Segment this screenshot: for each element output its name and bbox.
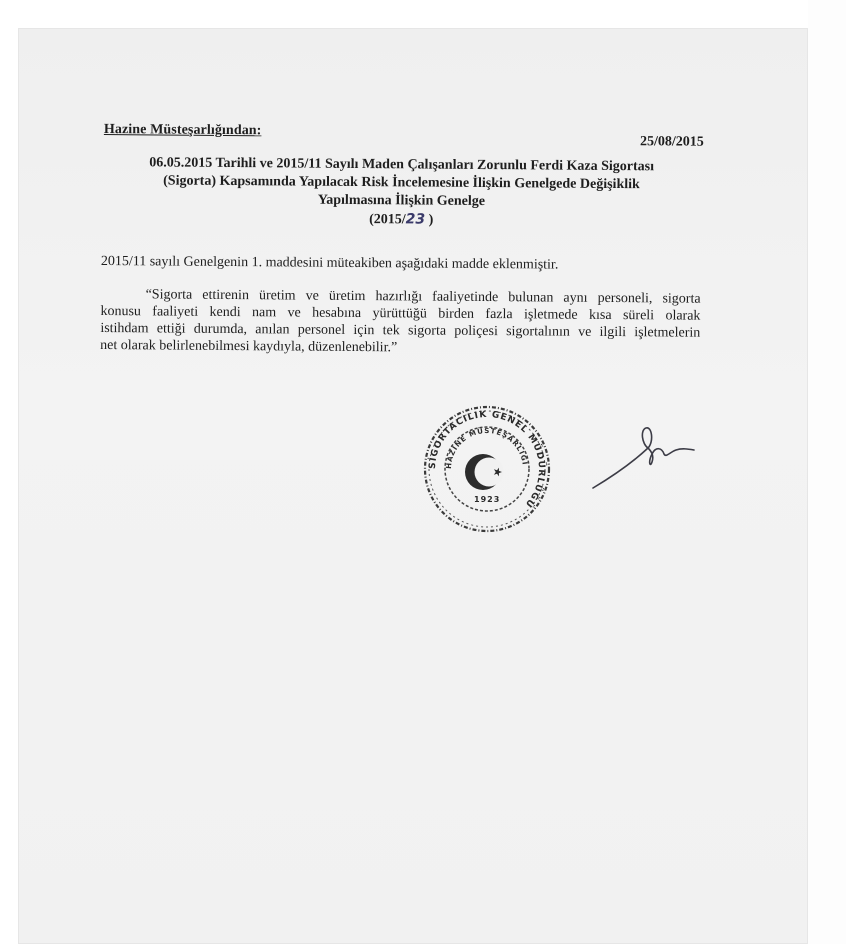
page-margin (808, 0, 846, 944)
circular-code-prefix: (2015/ (369, 212, 406, 228)
document-content (100, 118, 702, 359)
signature-icon (588, 418, 708, 498)
quote-line: konusu faaliyeti kendi nam ve hesabına yürüttüğü birden fazla işletmede kısa süreli olarak (100, 303, 701, 324)
document-title (101, 154, 702, 232)
title-line: 06.05.2015 Tarihli ve 2015/11 Sayılı Maden Çalışanları Zorunlu Ferdi Kaza Sigortası (149, 155, 655, 175)
circular-code (101, 208, 701, 232)
crescent-star-icon (465, 454, 504, 490)
quote-line: “Sigorta ettirenin üretim ve üretim hazırlığı faaliyetinde bulunan aynı personeli, sigorta (145, 287, 701, 307)
quote-line: istihdam ettiği durumda, anılan personel için tek sigorta poliçesi sigortalının ve ilgili işletmelerin (100, 320, 701, 341)
quote-line: net olarak belirlenebilmesi kaydıyla, düzenlenebilir.” (100, 337, 398, 356)
issuer-name: Hazine Müsteşarlığından: (103, 122, 262, 139)
quoted-article (100, 286, 701, 359)
title-line: (Sigorta) Kapsamında Yapılacak Risk İncelemesine İlişkin Genelgede Değişiklik (163, 173, 640, 193)
circular-code-suffix: ) (428, 212, 434, 228)
seal-year: 1923 (474, 495, 501, 504)
document-date: 25/08/2015 (639, 134, 704, 150)
seal-inner-text: HAZİNE MÜSTEŞARLIĞI (444, 426, 529, 470)
document-header (102, 118, 702, 149)
seal-outer-text: SİGORTACILIK GENEL MÜDÜRLÜĞÜ (427, 409, 547, 510)
circular-code-number: 23 (405, 211, 426, 228)
intro-paragraph: 2015/11 sayılı Genelgenin 1. maddesini müteakiben aşağıdaki madde eklenmiştir. (100, 253, 559, 273)
title-line: Yapılmasına İlişkin Genelge (317, 192, 486, 210)
official-seal-icon (417, 402, 557, 537)
